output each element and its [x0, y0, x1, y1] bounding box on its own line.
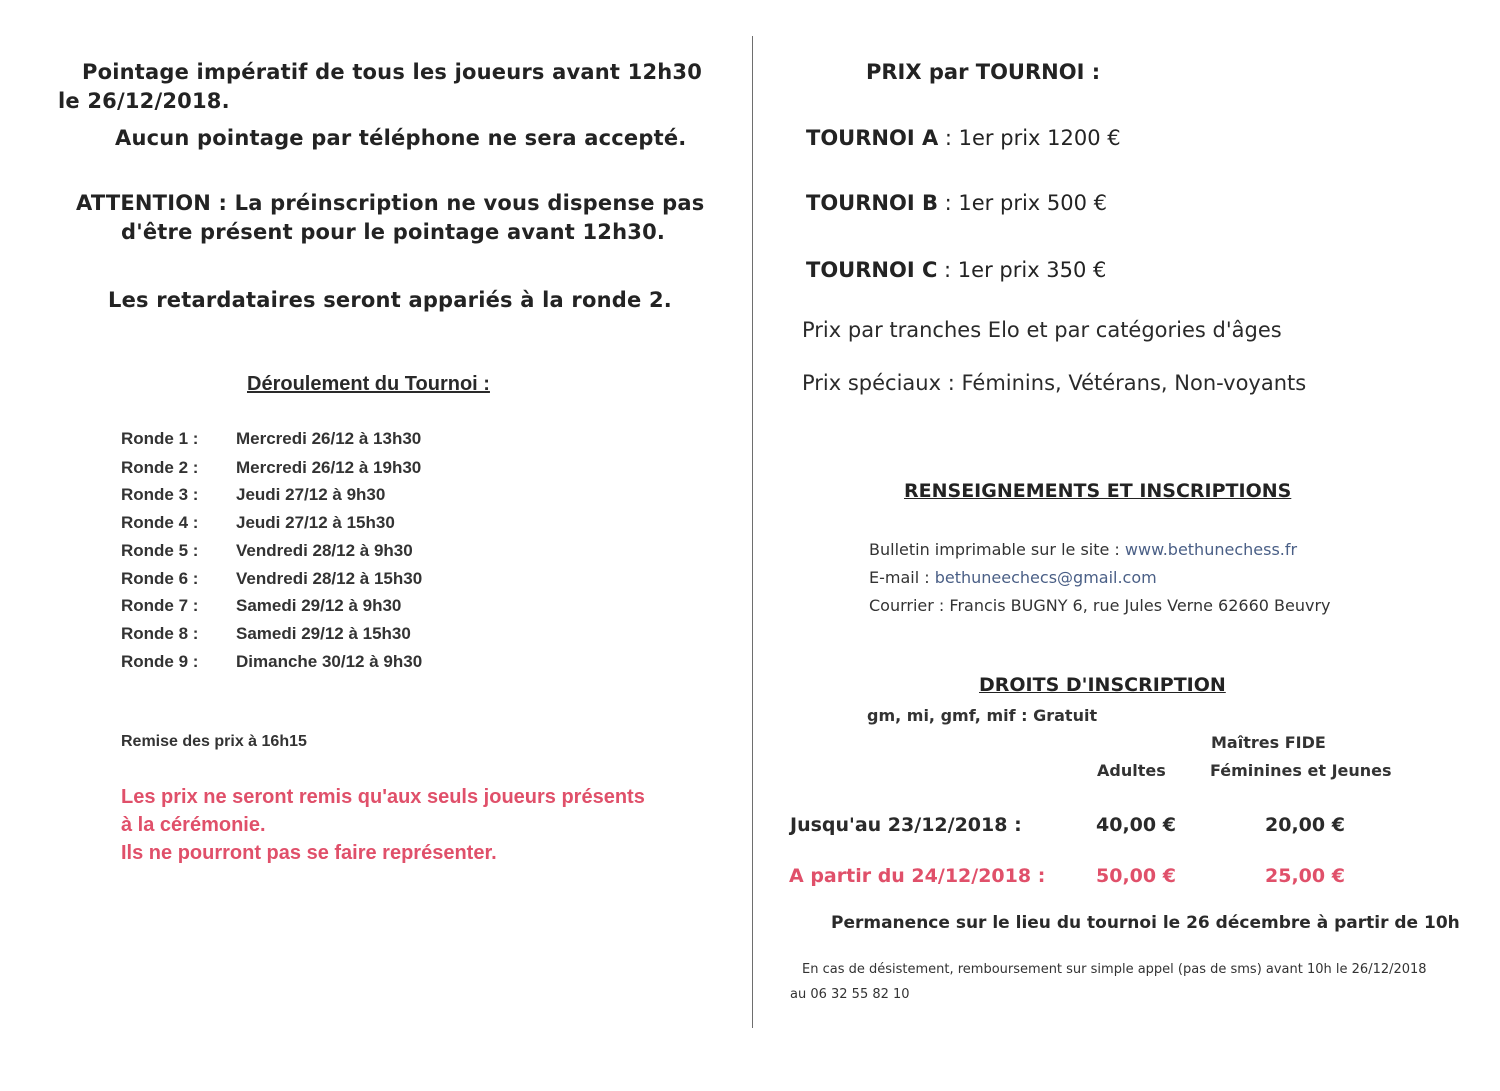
postal-address: Courrier : Francis BUGNY 6, rue Jules Verne 62660 Beuvry — [869, 596, 1331, 615]
special-prizes: Prix spéciaux : Féminins, Vétérans, Non-voyants — [802, 371, 1307, 395]
withdrawal-notice-line-2: au 06 32 55 82 10 — [790, 987, 910, 1002]
round-time: Samedi 29/12 à 9h30 — [236, 596, 402, 615]
pointage-line-1: Pointage impératif de tous les joueurs avant 12h30 — [82, 60, 703, 84]
round-label: Ronde 4 : — [121, 513, 199, 532]
email-label: E-mail : — [869, 568, 935, 587]
attention-line-1: ATTENTION : La préinscription ne vous dispense pas — [76, 191, 705, 215]
round-label: Ronde 7 : — [121, 596, 199, 615]
email-line — [869, 568, 1157, 587]
tournament-a-prize — [806, 126, 1121, 150]
attention-line-2: d'être présent pour le pointage avant 12h30. — [121, 220, 666, 244]
round-time: Samedi 29/12 à 15h30 — [236, 624, 411, 643]
late-fee-label: A partir du 24/12/2018 : — [789, 865, 1046, 887]
website-link[interactable]: www.bethunechess.fr — [1124, 540, 1298, 559]
round-label: Ronde 6 : — [121, 569, 199, 588]
round-label: Ronde 9 : — [121, 652, 199, 671]
col-header-masters-2: Féminines et Jeunes — [1210, 761, 1392, 780]
pointage-line-2: le 26/12/2018. — [58, 89, 230, 113]
fees-title: DROITS D'INSCRIPTION — [979, 674, 1226, 696]
col-header-adults: Adultes — [1097, 761, 1166, 780]
round-time: Vendredi 28/12 à 9h30 — [236, 541, 413, 560]
prize-ceremony-time: Remise des prix à 16h15 — [121, 733, 307, 750]
col-header-masters-1: Maîtres FIDE — [1211, 733, 1326, 752]
round-time: Jeudi 27/12 à 15h30 — [236, 513, 395, 532]
tournament-name: TOURNOI C — [806, 258, 938, 282]
info-title: RENSEIGNEMENTS ET INSCRIPTIONS — [904, 480, 1292, 502]
free-entry-titles: gm, mi, gmf, mif : Gratuit — [867, 706, 1098, 725]
email-link[interactable]: bethuneechecs@gmail.com — [934, 568, 1157, 587]
early-fee-label: Jusqu'au 23/12/2018 : — [790, 814, 1022, 836]
tournament-b-prize — [806, 191, 1107, 215]
round-label: Ronde 8 : — [121, 624, 199, 643]
prize-warning-line-3: Ils ne pourront pas se faire représenter. — [121, 842, 497, 864]
bulletin-label: Bulletin imprimable sur le site : — [869, 540, 1125, 559]
tournament-prize: : 1er prix 1200 € — [938, 126, 1121, 150]
late-fee-adults: 50,00 € — [1096, 865, 1176, 887]
tournament-name: TOURNOI A — [806, 126, 939, 150]
prizes-title: PRIX par TOURNOI : — [866, 60, 1101, 84]
round-time: Mercredi 26/12 à 13h30 — [236, 429, 422, 448]
round-time: Mercredi 26/12 à 19h30 — [236, 458, 422, 477]
tournament-name: TOURNOI B — [806, 191, 938, 215]
late-fee-young: 25,00 € — [1265, 865, 1345, 887]
column-divider — [752, 36, 753, 1028]
elo-age-prizes: Prix par tranches Elo et par catégories d'âges — [802, 318, 1282, 342]
no-phone-notice: Aucun pointage par téléphone ne sera accepté. — [115, 126, 687, 150]
onsite-registration: Permanence sur le lieu du tournoi le 26 décembre à partir de 10h — [831, 913, 1460, 933]
round-label: Ronde 1 : — [121, 429, 199, 448]
tournament-prize: : 1er prix 350 € — [937, 258, 1107, 282]
withdrawal-notice-line-1: En cas de désistement, remboursement sur simple appel (pas de sms) avant 10h le 26/12/2018 — [802, 962, 1427, 977]
round-label: Ronde 3 : — [121, 485, 199, 504]
round-time: Jeudi 27/12 à 9h30 — [236, 485, 386, 504]
round-time: Dimanche 30/12 à 9h30 — [236, 652, 423, 671]
round-label: Ronde 5 : — [121, 541, 199, 560]
prize-warning-line-1: Les prix ne seront remis qu'aux seuls joueurs présents — [121, 786, 645, 808]
round-time: Vendredi 28/12 à 15h30 — [236, 569, 423, 588]
round-label: Ronde 2 : — [121, 458, 199, 477]
early-fee-young: 20,00 € — [1265, 814, 1345, 836]
bulletin-line — [869, 540, 1297, 559]
prize-warning-line-2: à la cérémonie. — [121, 814, 266, 836]
late-players-notice: Les retardataires seront appariés à la ronde 2. — [108, 288, 672, 312]
early-fee-adults: 40,00 € — [1096, 814, 1176, 836]
schedule-title: Déroulement du Tournoi : — [247, 373, 490, 395]
tournament-prize: : 1er prix 500 € — [937, 191, 1108, 215]
tournament-c-prize — [806, 258, 1106, 282]
